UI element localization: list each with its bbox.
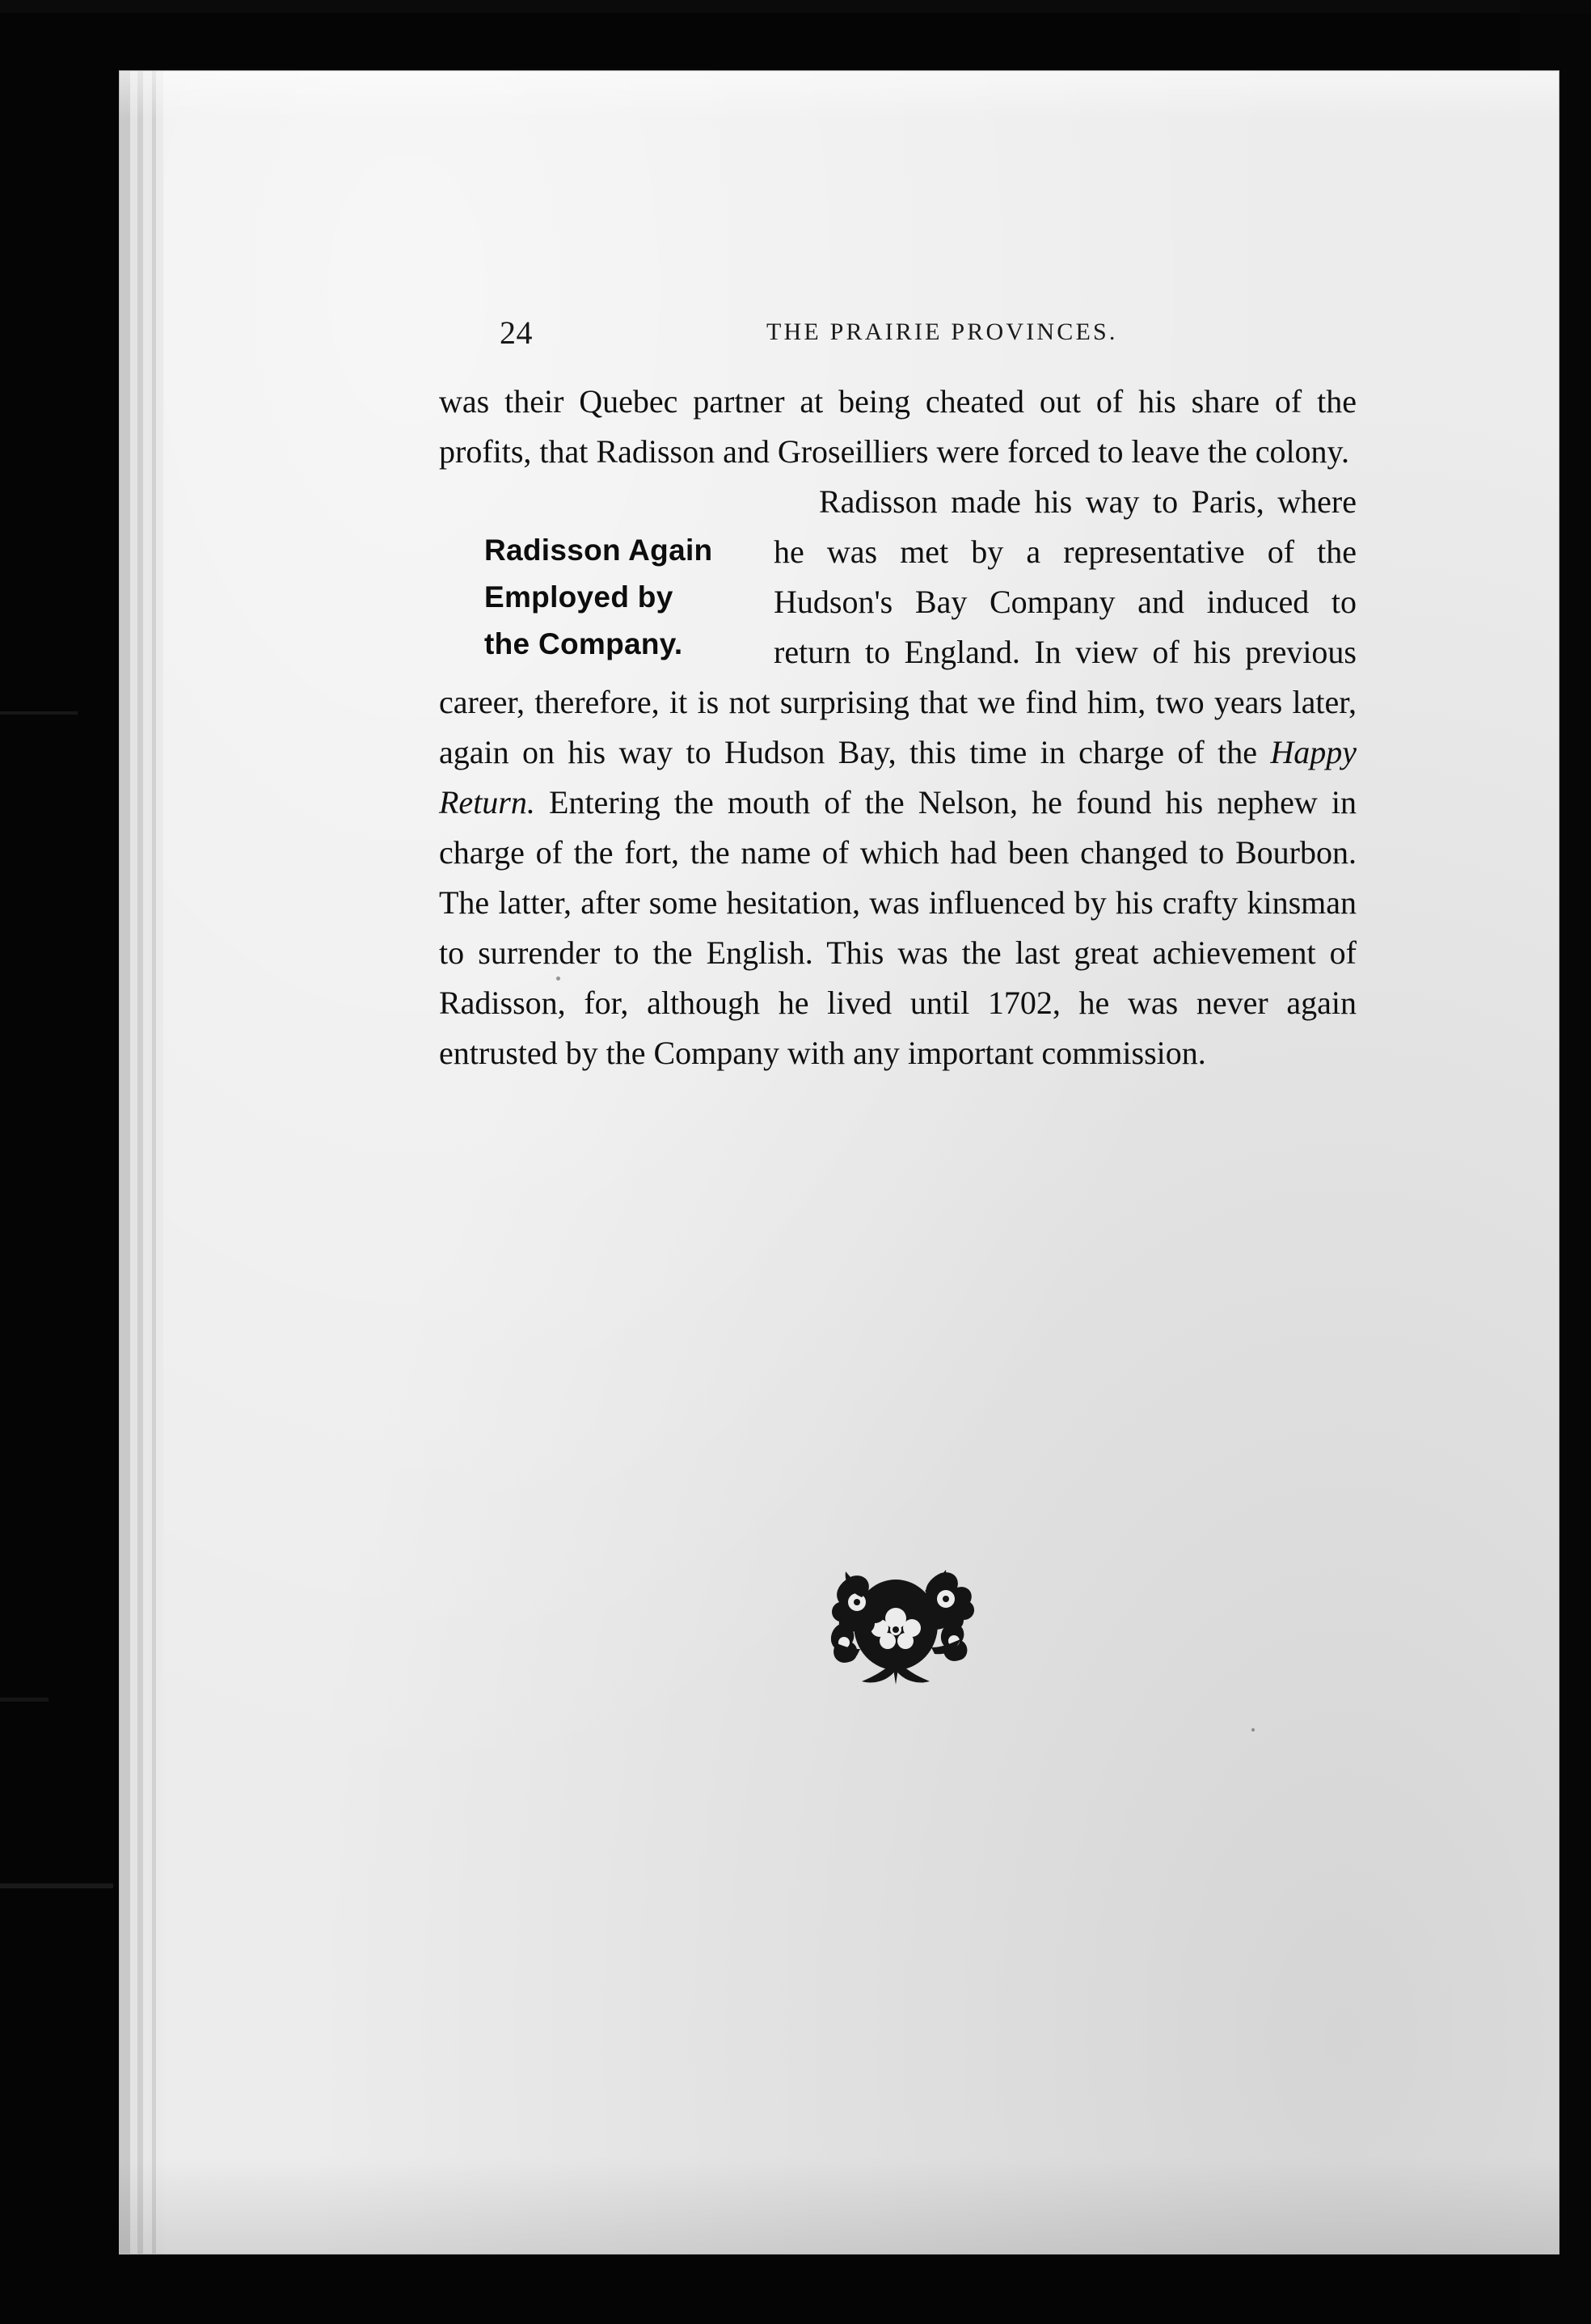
scan-noise-band: [0, 711, 78, 715]
sidenote-line-2: Employed by: [484, 580, 673, 614]
paragraph-2-text-before-title: Radisson made his way to Paris, where he was met by a representative of the Hudson's Bay Company and induced to return to England. In view of his previous career, therefore, it is not surprising that we find him, two years later, again on his way to Hudson Bay, this time in charge of the: [439, 483, 1357, 770]
page-edge-strip: [143, 71, 152, 2254]
running-head: [386, 314, 1454, 351]
page-edge-strip: [137, 71, 143, 2254]
scan-noise-band: [0, 1698, 49, 1702]
paragraph-1: was their Quebec partner at being cheated out of his share of the profits, that Radisson and Groseilliers were forced to leave the colony.: [439, 383, 1357, 470]
dust-speck: [1251, 1728, 1255, 1731]
sidenote-line-1: Radisson Again: [484, 534, 713, 567]
paragraph-2-text-after-title: Entering the mouth of the Nelson, he found his nephew in charge of the fort, the name of which had been changed to Bourbon. The latter, after some hesitation, was influenced by his crafty kinsman to surrender to the English. This was the last great achievement of Radisson, for, although he lived until 1702, he was never again entrusted by the Company with any important commission.: [439, 784, 1357, 1071]
page-number: 24: [500, 314, 533, 351]
scan-noise-band: [0, 1883, 113, 1888]
page-body-text: [439, 377, 1357, 1078]
book-page: [120, 71, 1559, 2254]
ship-name-italic: Happy Return.: [439, 734, 1357, 820]
page-edge-strip: [120, 71, 130, 2254]
scan-noise-band: [0, 0, 1591, 13]
sidenote-line-3: the Company.: [484, 627, 683, 660]
running-head-title: THE PRAIRIE PROVINCES.: [766, 318, 1118, 345]
page-edge-strip: [130, 71, 137, 2254]
page-edge-strip: [156, 71, 163, 2254]
page-shadow: [120, 2157, 1559, 2254]
paragraph-2: [439, 477, 1357, 1078]
marginal-sidenote: [439, 527, 754, 668]
floral-tailpiece-ornament: [766, 1534, 1025, 1696]
page-highlight: [120, 71, 1559, 120]
